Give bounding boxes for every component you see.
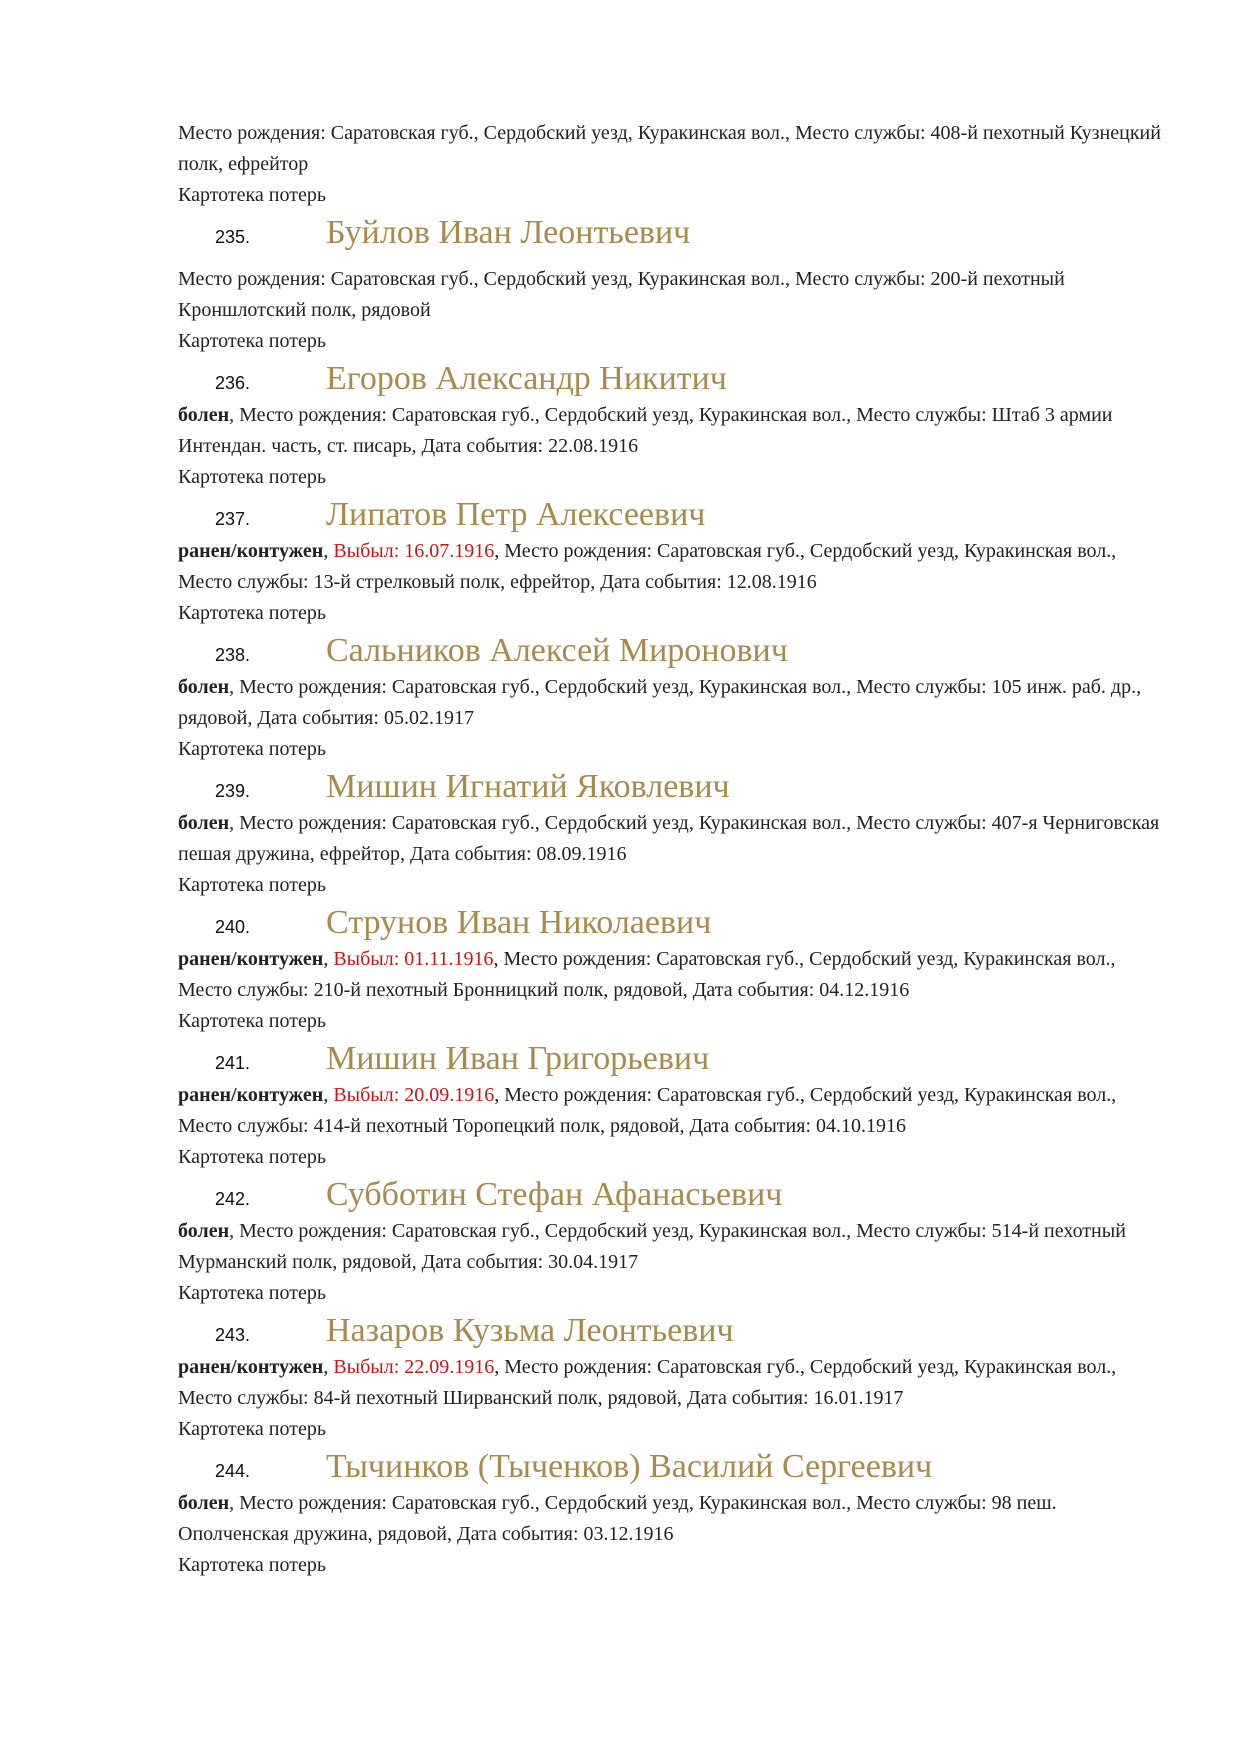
entry-details-text: , Место рождения: Саратовская губ., Сердобский уезд, Куракинская вол., Место службы: 98 пеш. Ополченская дружина, рядовой, Дата события: 03.12.1916 bbox=[178, 1492, 1057, 1545]
entry bbox=[178, 904, 1168, 1037]
entry-status: ранен/контужен bbox=[178, 540, 324, 562]
entry-details-text: , Место рождения: Саратовская губ., Сердобский уезд, Куракинская вол., Место службы: 13-й стрелковый полк, ефрейтор, Дата события: 12.08.1916 bbox=[178, 540, 1117, 593]
entry-name: Назаров Кузьма Леонтьевич bbox=[326, 1312, 734, 1349]
entry-name: Егоров Александр Никитич bbox=[326, 360, 727, 397]
entry bbox=[178, 1040, 1168, 1173]
entry-source: Картотека потерь bbox=[178, 1010, 326, 1032]
entry-number: 235. bbox=[215, 227, 251, 247]
entry-status: ранен/контужен bbox=[178, 948, 324, 970]
entry-details bbox=[178, 536, 1168, 598]
entry-details bbox=[178, 400, 1168, 462]
entry-details bbox=[178, 1352, 1168, 1414]
entry-source: Картотека потерь bbox=[178, 874, 326, 896]
entry-name: Субботин Стефан Афанасьевич bbox=[326, 1176, 783, 1213]
entry-dropped: Выбыл: 20.09.1916 bbox=[333, 1084, 495, 1106]
entry-status: болен bbox=[178, 676, 230, 698]
entry-details bbox=[178, 672, 1168, 734]
entry-source: Картотека потерь bbox=[178, 1282, 326, 1304]
entry-name: Липатов Петр Алексеевич bbox=[326, 496, 706, 533]
entry-number: 241. bbox=[215, 1053, 251, 1073]
entry-details-text: , Место рождения: Саратовская губ., Сердобский уезд, Куракинская вол., Место службы: 514-й пехотный Мурманский полк, рядовой, Дата события: 30.04.1917 bbox=[178, 1220, 1126, 1273]
entry-details bbox=[178, 1488, 1168, 1550]
entry-details-text: , Место рождения: Саратовская губ., Сердобский уезд, Куракинская вол., Место службы: 105 инж. раб. др., рядовой, Дата события: 05.02.1917 bbox=[178, 676, 1142, 729]
entry-name: Тычинков (Тыченков) Василий Сергеевич bbox=[326, 1448, 933, 1485]
entry-source: Картотека потерь bbox=[178, 184, 326, 206]
entry bbox=[178, 632, 1168, 765]
entry-details bbox=[178, 1080, 1168, 1142]
entry-name: Мишин Игнатий Яковлевич bbox=[326, 768, 730, 805]
entry-number: 238. bbox=[215, 645, 251, 665]
entry-heading bbox=[178, 904, 1168, 944]
entry-name: Струнов Иван Николаевич bbox=[326, 904, 712, 941]
entry-heading bbox=[178, 360, 1168, 400]
entry-details bbox=[178, 264, 1168, 326]
entry-separator: , bbox=[323, 948, 334, 970]
entry-heading bbox=[178, 214, 1168, 264]
entry-heading bbox=[178, 496, 1168, 536]
entry-heading bbox=[178, 1040, 1168, 1080]
entry-status: ранен/контужен bbox=[178, 1356, 324, 1378]
entry-source: Картотека потерь bbox=[178, 1418, 326, 1440]
entry-status: болен bbox=[178, 1220, 230, 1242]
entry-name: Мишин Иван Григорьевич bbox=[326, 1040, 710, 1077]
entry-source: Картотека потерь bbox=[178, 1146, 326, 1168]
entry bbox=[178, 496, 1168, 629]
entry-name: Буйлов Иван Леонтьевич bbox=[326, 214, 691, 251]
entry-status: ранен/контужен bbox=[178, 1084, 324, 1106]
entry-number: 242. bbox=[215, 1189, 251, 1209]
entry bbox=[178, 214, 1168, 357]
entry bbox=[178, 360, 1168, 493]
entry-number: 236. bbox=[215, 373, 251, 393]
entry-source: Картотека потерь bbox=[178, 1554, 326, 1576]
entry-dropped: Выбыл: 01.11.1916 bbox=[333, 948, 494, 970]
entry-separator: , bbox=[323, 540, 334, 562]
entry-list bbox=[178, 214, 1168, 1581]
entry-details bbox=[178, 1216, 1168, 1278]
entry-details bbox=[178, 808, 1168, 870]
entry-heading bbox=[178, 1448, 1168, 1488]
entry-status: болен bbox=[178, 1492, 230, 1514]
entry-source: Картотека потерь bbox=[178, 466, 326, 488]
entry-status: болен bbox=[178, 404, 230, 426]
entry bbox=[178, 768, 1168, 901]
entry-heading bbox=[178, 1312, 1168, 1352]
entry-heading bbox=[178, 632, 1168, 672]
entry bbox=[178, 1176, 1168, 1309]
entry-heading bbox=[178, 1176, 1168, 1216]
entry-details-text: , Место рождения: Саратовская губ., Сердобский уезд, Куракинская вол., Место службы: 414-й пехотный Торопецкий полк, рядовой, Дата события: 04.10.1916 bbox=[178, 1084, 1117, 1137]
entry-details-text: , Место рождения: Саратовская губ., Сердобский уезд, Куракинская вол., Место службы: Штаб 3 армии Интендан. часть, ст. писарь, Дата события: 22.08.1916 bbox=[178, 404, 1113, 457]
entry-number: 237. bbox=[215, 509, 251, 529]
entry-number: 243. bbox=[215, 1325, 251, 1345]
entry-status: болен bbox=[178, 812, 230, 834]
entry-name: Сальников Алексей Миронович bbox=[326, 632, 788, 669]
entry-details-text: , Место рождения: Саратовская губ., Сердобский уезд, Куракинская вол., Место службы: 84-й пехотный Ширванский полк, рядовой, Дата события: 16.01.1917 bbox=[178, 1356, 1117, 1409]
document-page bbox=[178, 118, 1168, 1584]
entry-source: Картотека потерь bbox=[178, 330, 326, 352]
entry bbox=[178, 1312, 1168, 1445]
entry bbox=[178, 1448, 1168, 1581]
entry-details-text: , Место рождения: Саратовская губ., Сердобский уезд, Куракинская вол., Место службы: 407-я Черниговская пешая дружина, ефрейтор, Дата события: 08.09.1916 bbox=[178, 812, 1160, 865]
entry-details bbox=[178, 944, 1168, 1006]
entry-heading bbox=[178, 768, 1168, 808]
entry-number: 240. bbox=[215, 917, 251, 937]
entry-details-text: , Место рождения: Саратовская губ., Сердобский уезд, Куракинская вол., Место службы: 210-й пехотный Бронницкий полк, рядовой, Дата события: 04.12.1916 bbox=[178, 948, 1116, 1001]
entry-details-text: Место рождения: Саратовская губ., Сердобский уезд, Куракинская вол., Место службы: 200-й пехотный Кроншлотский полк, рядовой bbox=[178, 268, 1065, 321]
entry-dropped: Выбыл: 22.09.1916 bbox=[333, 1356, 495, 1378]
entry-separator: , bbox=[323, 1356, 334, 1378]
entry-number: 244. bbox=[215, 1461, 251, 1481]
entry-number: 239. bbox=[215, 781, 251, 801]
entry-dropped: Выбыл: 16.07.1916 bbox=[333, 540, 495, 562]
entry-separator: , bbox=[323, 1084, 334, 1106]
entry-details: Место рождения: Саратовская губ., Сердобский уезд, Куракинская вол., Место службы: 408-й пехотный Кузнецкий полк, ефрейтор bbox=[178, 122, 1161, 175]
entry-source: Картотека потерь bbox=[178, 738, 326, 760]
entry-source: Картотека потерь bbox=[178, 602, 326, 624]
